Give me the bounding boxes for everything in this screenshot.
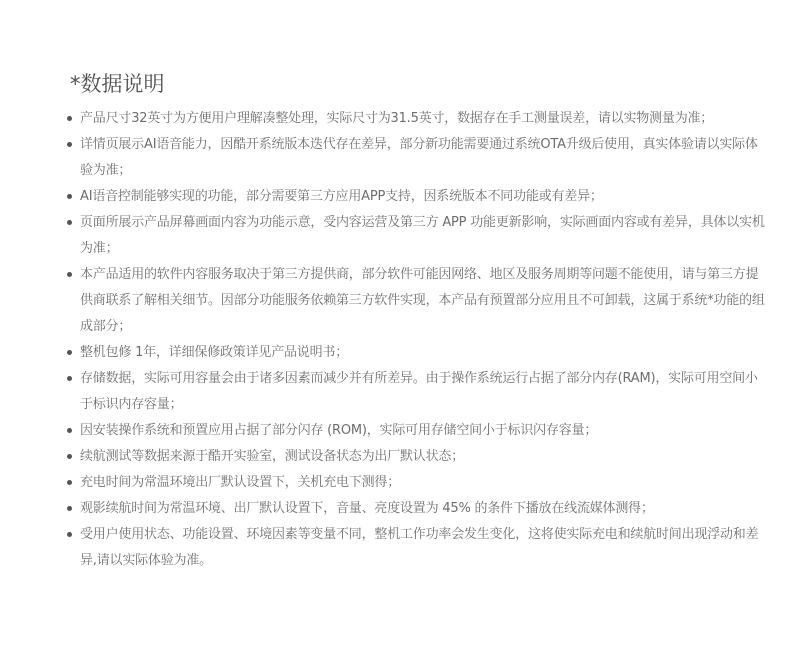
notice-text: 本产品适用的软件内容服务取决于第三方提供商，部分软件可能因网络、地区及服务周期等问题不能使用，请与第三方提供商联系了解相关细节。因部分功能服务依赖第三方软件实现，本产品有预置部分应用且不可卸载，这属于系统*功能的组成部分； bbox=[80, 267, 765, 334]
bullet-icon bbox=[67, 428, 72, 433]
notice-item bbox=[66, 132, 766, 184]
notice-item bbox=[66, 366, 766, 418]
bullet-icon bbox=[67, 506, 72, 511]
notice-item bbox=[66, 184, 766, 210]
notice-item bbox=[66, 522, 766, 574]
notice-text: 整机包修 1年，详细保修政策详见产品说明书； bbox=[80, 345, 349, 360]
notice-text: 因安装操作系统和预置应用占据了部分闪存 (ROM)，实际可用存储空间小于标识闪存容量； bbox=[80, 423, 598, 438]
notice-text: 产品尺寸32英寸为方便用户理解凑整处理，实际尺寸为31.5英寸，数据存在手工测量误差，请以实物测量为准； bbox=[80, 111, 714, 126]
bullet-icon bbox=[67, 350, 72, 355]
notice-text: 续航测试等数据来源于酷开实验室，测试设备状态为出厂默认状态； bbox=[80, 449, 465, 464]
notice-item bbox=[66, 340, 766, 366]
notice-text: 存储数据，实际可用容量会由于诸多因素而减少并有所差异。由于操作系统运行占据了部分内存(RAM)，实际可用空间小于标识内存容量； bbox=[80, 371, 758, 412]
notice-item bbox=[66, 262, 766, 340]
bullet-icon bbox=[67, 142, 72, 147]
section-title: *数据说明 bbox=[70, 72, 165, 96]
notice-item bbox=[66, 418, 766, 444]
notice-text: 观影续航时间为常温环境、出厂默认设置下，音量、亮度设置为 45% 的条件下播放在线流媒体测得； bbox=[80, 501, 654, 516]
bullet-icon bbox=[67, 376, 72, 381]
notice-item bbox=[66, 106, 766, 132]
notice-text: 充电时间为常温环境出厂默认设置下，关机充电下测得； bbox=[80, 475, 401, 490]
notice-item bbox=[66, 470, 766, 496]
notice-text: 详情页展示AI语音能力，因酷开系统版本迭代存在差异，部分新功能需要通过系统OTA升级后使用，真实体验请以实际体验为准； bbox=[80, 137, 758, 178]
bullet-icon bbox=[67, 116, 72, 121]
notice-item bbox=[66, 496, 766, 522]
bullet-icon bbox=[67, 532, 72, 537]
bullet-icon bbox=[67, 194, 72, 199]
bullet-icon bbox=[67, 272, 72, 277]
bullet-icon bbox=[67, 454, 72, 459]
notice-list bbox=[66, 106, 766, 574]
notice-item bbox=[66, 444, 766, 470]
notice-text: AI语音控制能够实现的功能，部分需要第三方应用APP支持，因系统版本不同功能或有差异； bbox=[80, 189, 603, 204]
notice-text: 受用户使用状态、功能设置、环境因素等变量不同，整机工作功率会发生变化，这将使实际充电和续航时间出现浮动和差异,请以实际体验为准。 bbox=[80, 527, 759, 568]
notice-item bbox=[66, 210, 766, 262]
notice-text: 页面所展示产品屏幕画面内容为功能示意，受内容运营及第三方 APP 功能更新影响，实际画面内容或有差异，具体以实机为准； bbox=[80, 215, 765, 256]
bullet-icon bbox=[67, 220, 72, 225]
bullet-icon bbox=[67, 480, 72, 485]
